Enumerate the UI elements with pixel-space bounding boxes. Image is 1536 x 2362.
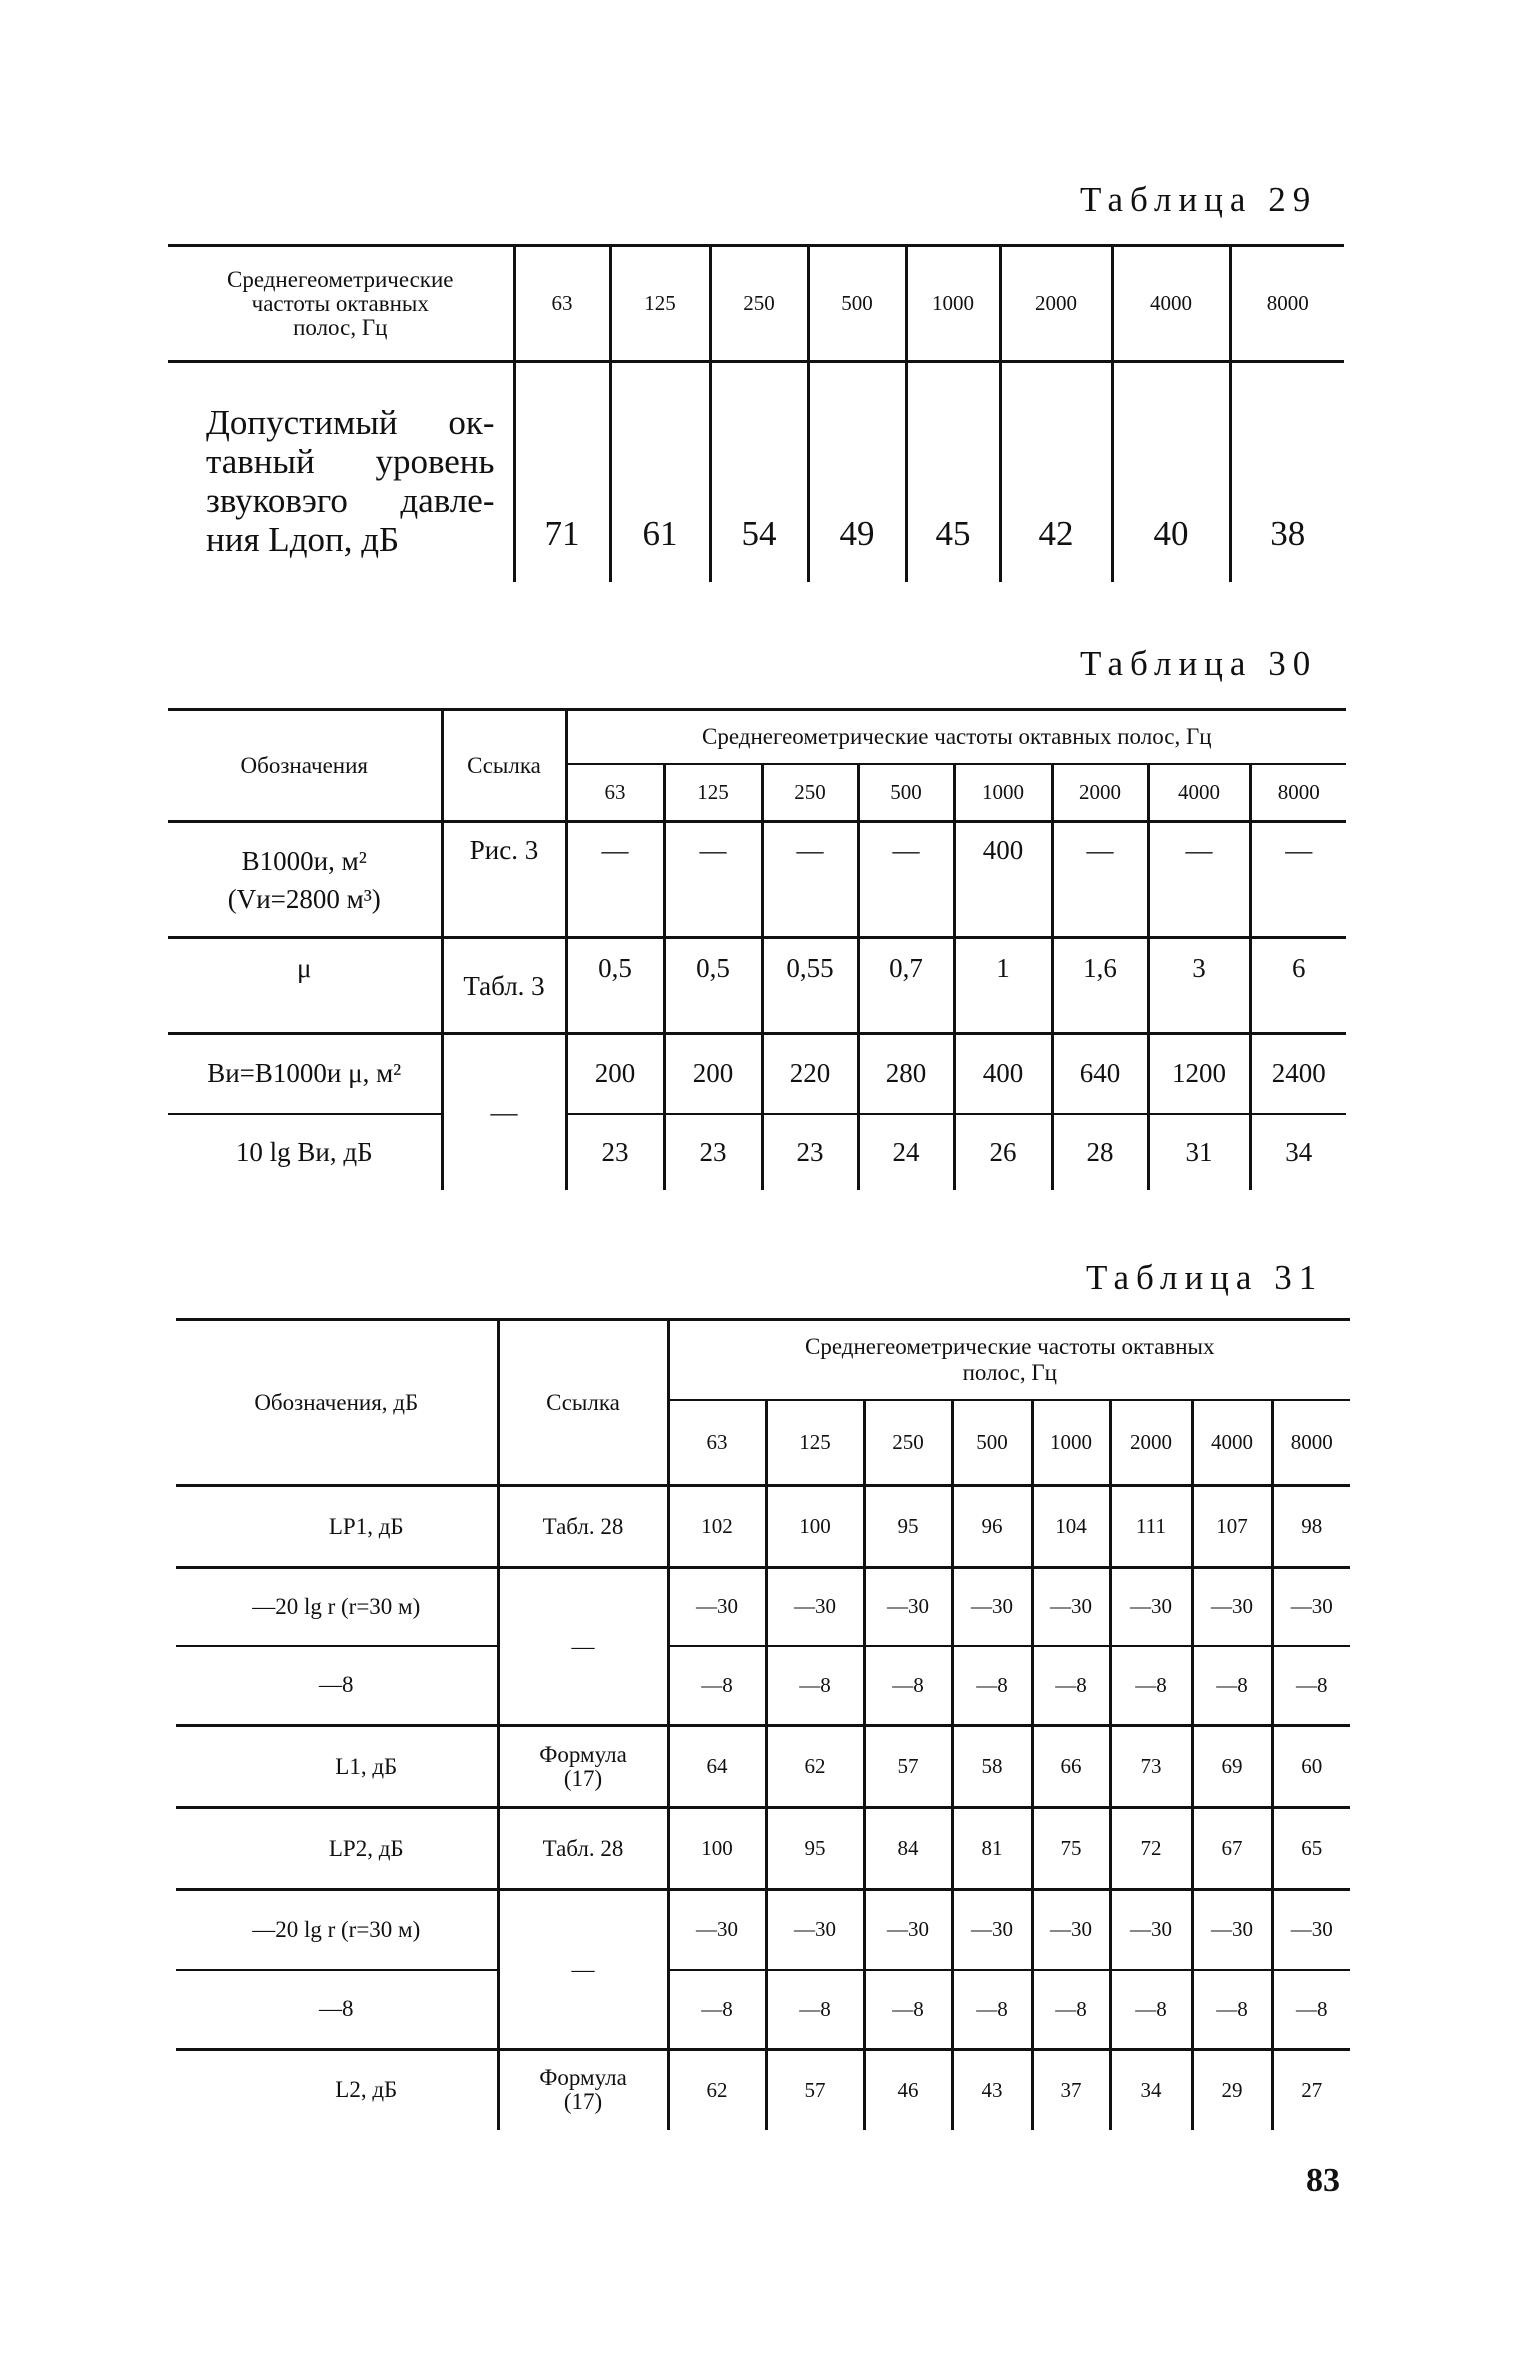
t30-cell: 1,6 [1052, 938, 1148, 1034]
t31-cell: —30 [952, 1568, 1032, 1646]
t31-cell: —8 [864, 1970, 952, 2050]
page-number: 83 [1306, 2162, 1340, 2199]
t31-cell: —8 [1192, 1970, 1272, 2050]
t31-cell: 34 [1110, 2050, 1192, 2130]
table-31-header-row-1 [176, 1320, 1350, 1400]
t31-cell: 62 [668, 2050, 766, 2130]
t31-cell: —30 [1032, 1890, 1110, 1970]
t31-row-ref: Табл. 28 [498, 1808, 668, 1890]
t30-cell: 1 [954, 938, 1052, 1034]
t31-cell: 46 [864, 2050, 952, 2130]
t30-cell: — [1148, 822, 1250, 938]
t29-value: 42 [1000, 362, 1112, 582]
table-row [176, 2050, 1350, 2130]
t29-freq-header: 1000 [906, 246, 1000, 362]
t29-value: 61 [610, 362, 710, 582]
t31-cell: 75 [1032, 1808, 1110, 1890]
table-31 [176, 1318, 1350, 2130]
t30-cell: 640 [1052, 1034, 1148, 1114]
t31-cell: —30 [864, 1890, 952, 1970]
t29-freq-header: 2000 [1000, 246, 1112, 362]
t31-row-label: —8 [319, 1672, 354, 1698]
t31-freq-header: 8000 [1272, 1400, 1350, 1486]
t31-cell: 73 [1110, 1726, 1192, 1808]
t31-group-header: Среднегеометрические частоты октавных полос, Гц [668, 1320, 1350, 1400]
t31-cell: 69 [1192, 1726, 1272, 1808]
t31-cell: —8 [766, 1646, 864, 1726]
t31-cell: 84 [864, 1808, 952, 1890]
t30-cell: 400 [954, 822, 1052, 938]
t31-cell: —30 [1192, 1890, 1272, 1970]
table-30-caption: Таблица 30 [1080, 644, 1318, 683]
t29-freq-header: 125 [610, 246, 710, 362]
t30-cell: — [664, 822, 762, 938]
t31-cell: 100 [668, 1808, 766, 1890]
table-31-caption: Таблица 31 [1086, 1258, 1324, 1297]
t31-cell: —30 [668, 1568, 766, 1646]
t30-cell: — [762, 822, 858, 938]
t30-cell: 280 [858, 1034, 954, 1114]
t31-row-ref: Формула (17) [498, 1726, 668, 1808]
t31-col-designation: Обозначения, дБ [176, 1320, 498, 1486]
t30-cell: 28 [1052, 1114, 1148, 1190]
t31-cell: 57 [864, 1726, 952, 1808]
t29-value: 45 [906, 362, 1000, 582]
t31-cell: —8 [668, 1970, 766, 2050]
t31-cell: —30 [1032, 1568, 1110, 1646]
t30-freq-header: 8000 [1250, 764, 1346, 822]
t31-row-ref: — [498, 1890, 668, 2050]
t30-col-designation: Обозначения [168, 710, 442, 822]
t30-cell: 3 [1148, 938, 1250, 1034]
t29-value: 71 [514, 362, 610, 582]
t30-freq-header: 2000 [1052, 764, 1148, 822]
t31-cell: 57 [766, 2050, 864, 2130]
t31-col-ref: Ссылка [498, 1320, 668, 1486]
t30-cell: 400 [954, 1034, 1052, 1114]
t31-cell: —30 [1192, 1568, 1272, 1646]
t30-cell: 0,5 [664, 938, 762, 1034]
t30-cell: 23 [762, 1114, 858, 1190]
table-29-caption: Таблица 29 [1080, 180, 1318, 219]
table-row [168, 822, 1346, 938]
t29-value: 49 [808, 362, 906, 582]
t30-cell: 200 [566, 1034, 664, 1114]
t31-cell: 72 [1110, 1808, 1192, 1890]
table-row [176, 1808, 1350, 1890]
t29-freq-header: 250 [710, 246, 808, 362]
t31-cell: —8 [1272, 1970, 1350, 2050]
t31-freq-header: 63 [668, 1400, 766, 1486]
t31-cell: 100 [766, 1486, 864, 1568]
table-row [176, 1646, 1350, 1726]
t31-cell: 58 [952, 1726, 1032, 1808]
t31-cell: 98 [1272, 1486, 1350, 1568]
t31-cell: 104 [1032, 1486, 1110, 1568]
t31-cell: —8 [1272, 1646, 1350, 1726]
t31-cell: 67 [1192, 1808, 1272, 1890]
t30-col-ref: Ссылка [442, 710, 566, 822]
t30-row-label: 10 lg Bи, дБ [235, 1136, 373, 1167]
t31-cell: 43 [952, 2050, 1032, 2130]
t30-cell: 31 [1148, 1114, 1250, 1190]
t30-row-label: μ [297, 953, 312, 983]
t31-row-label: L2, дБ [335, 2077, 398, 2103]
t30-cell: — [566, 822, 664, 938]
table-row [168, 1034, 1346, 1114]
table-row [176, 1568, 1350, 1646]
t30-freq-header: 63 [566, 764, 664, 822]
t29-freq-header: 4000 [1112, 246, 1230, 362]
t30-cell: 200 [664, 1034, 762, 1114]
t31-row-label: LP2, дБ [328, 1835, 404, 1861]
t31-freq-header: 1000 [1032, 1400, 1110, 1486]
t30-cell: 1200 [1148, 1034, 1250, 1114]
table-row [168, 938, 1346, 1034]
t30-freq-header: 250 [762, 764, 858, 822]
t30-cell: — [1052, 822, 1148, 938]
t31-cell: 102 [668, 1486, 766, 1568]
table-row [176, 1486, 1350, 1568]
t31-cell: —8 [1032, 1646, 1110, 1726]
t31-row-label: LP1, дБ [328, 1513, 404, 1539]
t30-row-label: B1000и, м² (Vи=2800 м³) [227, 845, 381, 914]
t31-row-ref: Формула (17) [498, 2050, 668, 2130]
t31-cell: —8 [1110, 1970, 1192, 2050]
t30-cell: 23 [566, 1114, 664, 1190]
t30-row-label: Bи=B1000и μ, м² [168, 1034, 442, 1114]
t30-group-header: Среднегеометрические частоты октавных полос, Гц [566, 710, 1346, 764]
t31-cell: 29 [1192, 2050, 1272, 2130]
table-30-header-row-1 [168, 710, 1346, 764]
table-30 [168, 708, 1346, 1190]
t31-cell: 111 [1110, 1486, 1192, 1568]
t30-cell: 2400 [1250, 1034, 1346, 1114]
t31-cell: —8 [1032, 1970, 1110, 2050]
t31-row-ref: — [498, 1568, 668, 1726]
t31-cell: —8 [864, 1646, 952, 1726]
t31-freq-header: 2000 [1110, 1400, 1192, 1486]
t31-cell: 65 [1272, 1808, 1350, 1890]
t31-cell: 107 [1192, 1486, 1272, 1568]
t30-cell: 0,5 [566, 938, 664, 1034]
t30-cell: 0,7 [858, 938, 954, 1034]
t30-cell: 24 [858, 1114, 954, 1190]
t29-value: 38 [1230, 362, 1344, 582]
t29-freq-header: 500 [808, 246, 906, 362]
t31-row-ref: Табл. 28 [498, 1486, 668, 1568]
t31-row-label: —20 lg r (r=30 м) [176, 1568, 498, 1646]
t31-freq-header: 125 [766, 1400, 864, 1486]
t30-cell: — [858, 822, 954, 938]
t29-row-label: Допустимый ок- тавный уровень звуковэго давле- ния Lдоп, дБ [206, 403, 495, 559]
t31-cell: 95 [766, 1808, 864, 1890]
t30-row-ref: — [442, 1034, 566, 1190]
t31-row-label: —20 lg r (r=30 м) [176, 1890, 498, 1970]
t31-cell: 81 [952, 1808, 1032, 1890]
t30-cell: 0,55 [762, 938, 858, 1034]
t31-row-label: —8 [319, 1996, 354, 2022]
t31-cell: —30 [766, 1568, 864, 1646]
table-row [176, 1970, 1350, 2050]
t31-cell: —30 [1272, 1890, 1350, 1970]
t31-cell: —30 [864, 1568, 952, 1646]
t31-cell: —30 [1272, 1568, 1350, 1646]
t31-row-label: L1, дБ [335, 1753, 398, 1779]
table-29-header-row [168, 246, 1344, 362]
table-row [168, 1114, 1346, 1190]
t31-cell: —30 [668, 1890, 766, 1970]
t30-freq-header: 125 [664, 764, 762, 822]
t31-freq-header: 500 [952, 1400, 1032, 1486]
t29-value: 54 [710, 362, 808, 582]
t31-cell: —30 [766, 1890, 864, 1970]
t31-cell: 60 [1272, 1726, 1350, 1808]
t31-cell: —8 [668, 1646, 766, 1726]
t29-header-label: Среднегеометрические частоты октавных полос, Гц [226, 266, 454, 340]
t31-cell: 64 [668, 1726, 766, 1808]
t29-value: 40 [1112, 362, 1230, 582]
table-row [176, 1726, 1350, 1808]
t30-cell: 26 [954, 1114, 1052, 1190]
t31-cell: —8 [1192, 1646, 1272, 1726]
t29-freq-header: 8000 [1230, 246, 1344, 362]
t31-cell: 27 [1272, 2050, 1350, 2130]
t29-freq-header: 63 [514, 246, 610, 362]
t31-cell: 95 [864, 1486, 952, 1568]
table-row [176, 1890, 1350, 1970]
table-29 [168, 244, 1344, 582]
t30-freq-header: 1000 [954, 764, 1052, 822]
t30-row-ref: Табл. 3 [442, 938, 566, 1034]
t31-freq-header: 4000 [1192, 1400, 1272, 1486]
t31-cell: 96 [952, 1486, 1032, 1568]
t30-cell: 23 [664, 1114, 762, 1190]
t31-cell: —30 [952, 1890, 1032, 1970]
t31-cell: 66 [1032, 1726, 1110, 1808]
t30-row-ref: Рис. 3 [442, 822, 566, 938]
t31-cell: —30 [1110, 1890, 1192, 1970]
t31-cell: 37 [1032, 2050, 1110, 2130]
t31-cell: —30 [1110, 1568, 1192, 1646]
t30-cell: 34 [1250, 1114, 1346, 1190]
t31-cell: 62 [766, 1726, 864, 1808]
t31-cell: —8 [952, 1970, 1032, 2050]
t31-freq-header: 250 [864, 1400, 952, 1486]
t30-freq-header: 500 [858, 764, 954, 822]
t31-cell: —8 [766, 1970, 864, 2050]
t30-cell: — [1250, 822, 1346, 938]
t30-freq-header: 4000 [1148, 764, 1250, 822]
table-29-data-row [168, 362, 1344, 582]
t31-cell: —8 [1110, 1646, 1192, 1726]
t30-cell: 6 [1250, 938, 1346, 1034]
t31-cell: —8 [952, 1646, 1032, 1726]
t30-cell: 220 [762, 1034, 858, 1114]
